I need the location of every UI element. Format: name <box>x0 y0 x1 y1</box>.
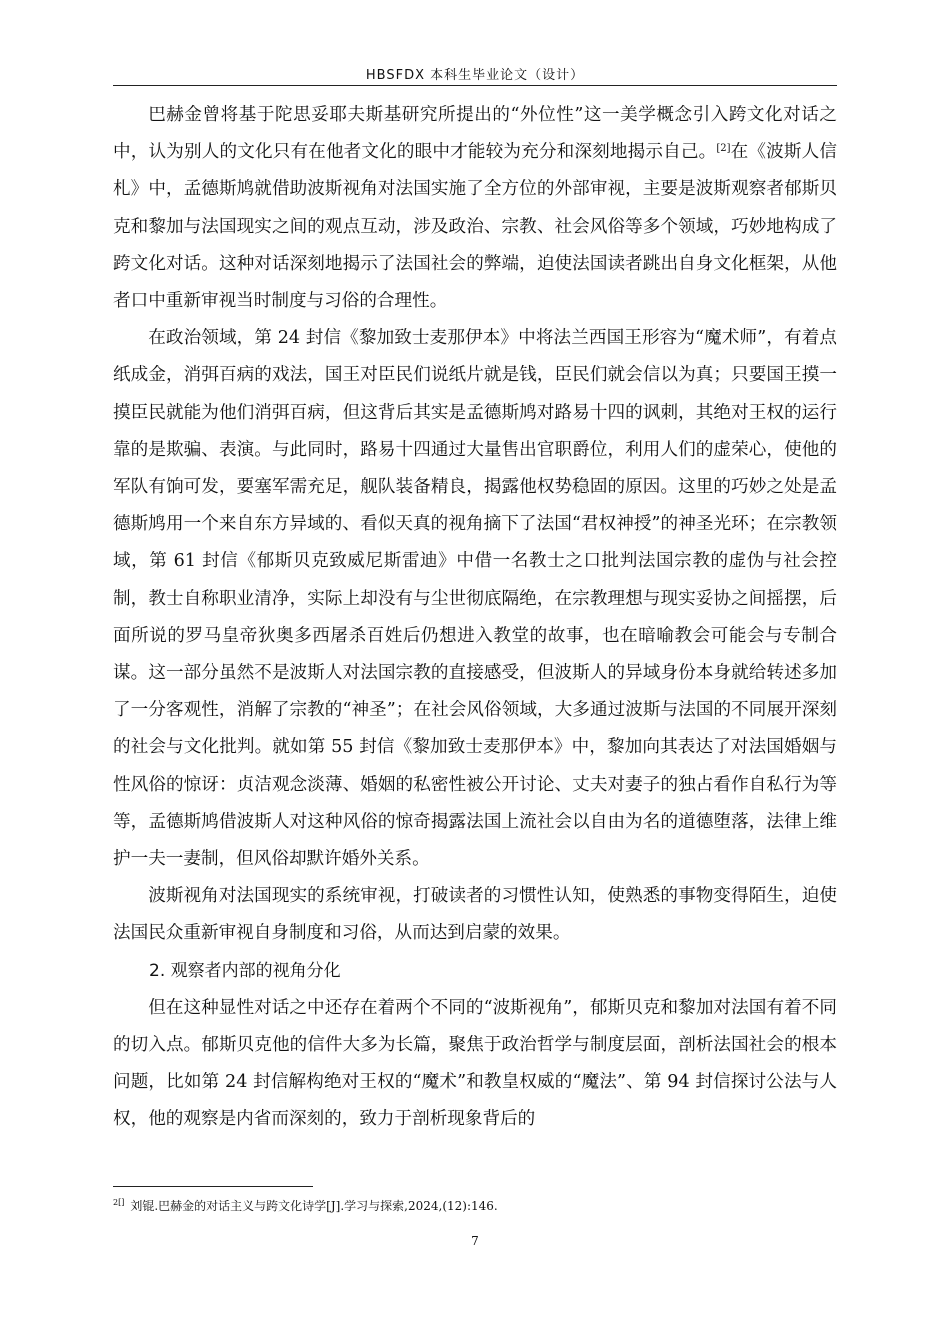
citation-ref[interactable]: [2] <box>716 143 731 155</box>
paragraph-4: 但在这种显性对话之中还存在着两个不同的“波斯视角”，郁斯贝克和黎加对法国有着不同的切入点。郁斯贝克他的信件大多为长篇，聚焦于政治哲学与制度层面，剖析法国社会的根本问题，比如第 24 封信解构绝对王权的“魔术”和教皇权威的“魔法”、第 94 封信探讨公法与人权，他的观察是内省而深刻的，致力于剖析现象背后的 <box>113 997 837 1130</box>
paragraph-1-text-cont: 在《波斯人信札》中，孟德斯鸠就借助波斯视角对法国实施了全方位的外部审视，主要是波斯观察者郁斯贝克和黎加与法国现实之间的观点互动，涉及政治、宗教、社会风俗等多个领域，巧妙地构成了跨文化对话。这种对话深刻地揭示了法国社会的弊端，迫使法国读者跳出自身文化框架，从他者口中重新审视当时制度与习俗的合理性。 <box>113 142 837 312</box>
footnote-text: 刘锟.巴赫金的对话主义与跨文化诗学[J].学习与探索,2024,(12):146. <box>130 1199 498 1213</box>
paragraph-3: 波斯视角对法国现实的系统审视，打破读者的习惯性认知，使熟悉的事物变得陌生，迫使法国民众重新审视自身制度和习俗，从而达到启蒙的效果。 <box>113 886 837 944</box>
section-heading: 2. 观察者内部的视角分化 <box>149 960 341 981</box>
paragraph-2: 在政治领域，第 24 封信《黎加致士麦那伊本》中将法兰西国王形容为“魔术师”，有着点纸成金，消弭百病的戏法，国王对臣民们说纸片就是钱，臣民们就会信以为真；只要国王摸一摸臣民就能为他们消弭百病，但这背后其实是孟德斯鸠对路易十四的讽刺，其绝对王权的运行靠的是欺骗、表演。与此同时，路易十四通过大量售出官职爵位，利用人们的虚荣心，使他的军队有饷可发，要塞军需充足，舰队装备精良，揭露他权势稳固的原因。这里的巧妙之处是孟德斯鸠用一个来自东方异域的、看似天真的视角摘下了法国“君权神授”的神圣光环；在宗教领域，第 61 封信《郁斯贝克致威尼斯雷迪》中借一名教士之口批判法国宗教的虚伪与社会控制，教士自称职业清净，实际上却没有与尘世彻底隔绝，在宗教理想与现实妥协之间摇摆，后面所说的罗马皇帝狄奥多西屠杀百姓后仍想进入教堂的故事，也在暗喻教会可能会与专制合谋。这一部分虽然不是波斯人对法国宗教的直接感受，但波斯人的异域身份本身就给转述多加了一分客观性，消解了宗教的“神圣”；在社会风俗领域，大多通过波斯与法国的不同展开深刻的社会与文化批判。就如第 55 封信《黎加致士麦那伊本》中，黎加向其表达了对法国婚姻与性风俗的惊讶：贞洁观念淡薄、婚姻的私密性被公开讨论、丈夫对妻子的独占看作自私行为等等，孟德斯鸠借波斯人对这种风俗的惊奇揭露法国上流社会以自由为名的道德堕落，法律上维护一夫一妻制，但风俗却默许婚外关系。 <box>113 328 837 870</box>
footnote-rule <box>113 1186 313 1187</box>
paragraph-1 <box>113 97 837 320</box>
running-header: HBSFDX 本科生毕业论文（设计） <box>365 68 585 83</box>
paragraph-1-text: 巴赫金曾将基于陀思妥耶夫斯基研究所提出的“外位性”这一美学概念引入跨文化对话之中，认为别人的文化只有在他者文化的眼中才能较为充分和深刻地揭示自己。 <box>113 105 837 163</box>
footnote <box>113 1198 837 1214</box>
footnote-mark: 2[] <box>113 1198 125 1207</box>
page-number: 7 <box>471 1234 479 1248</box>
header-rule <box>113 85 837 86</box>
body-text <box>113 97 837 1139</box>
